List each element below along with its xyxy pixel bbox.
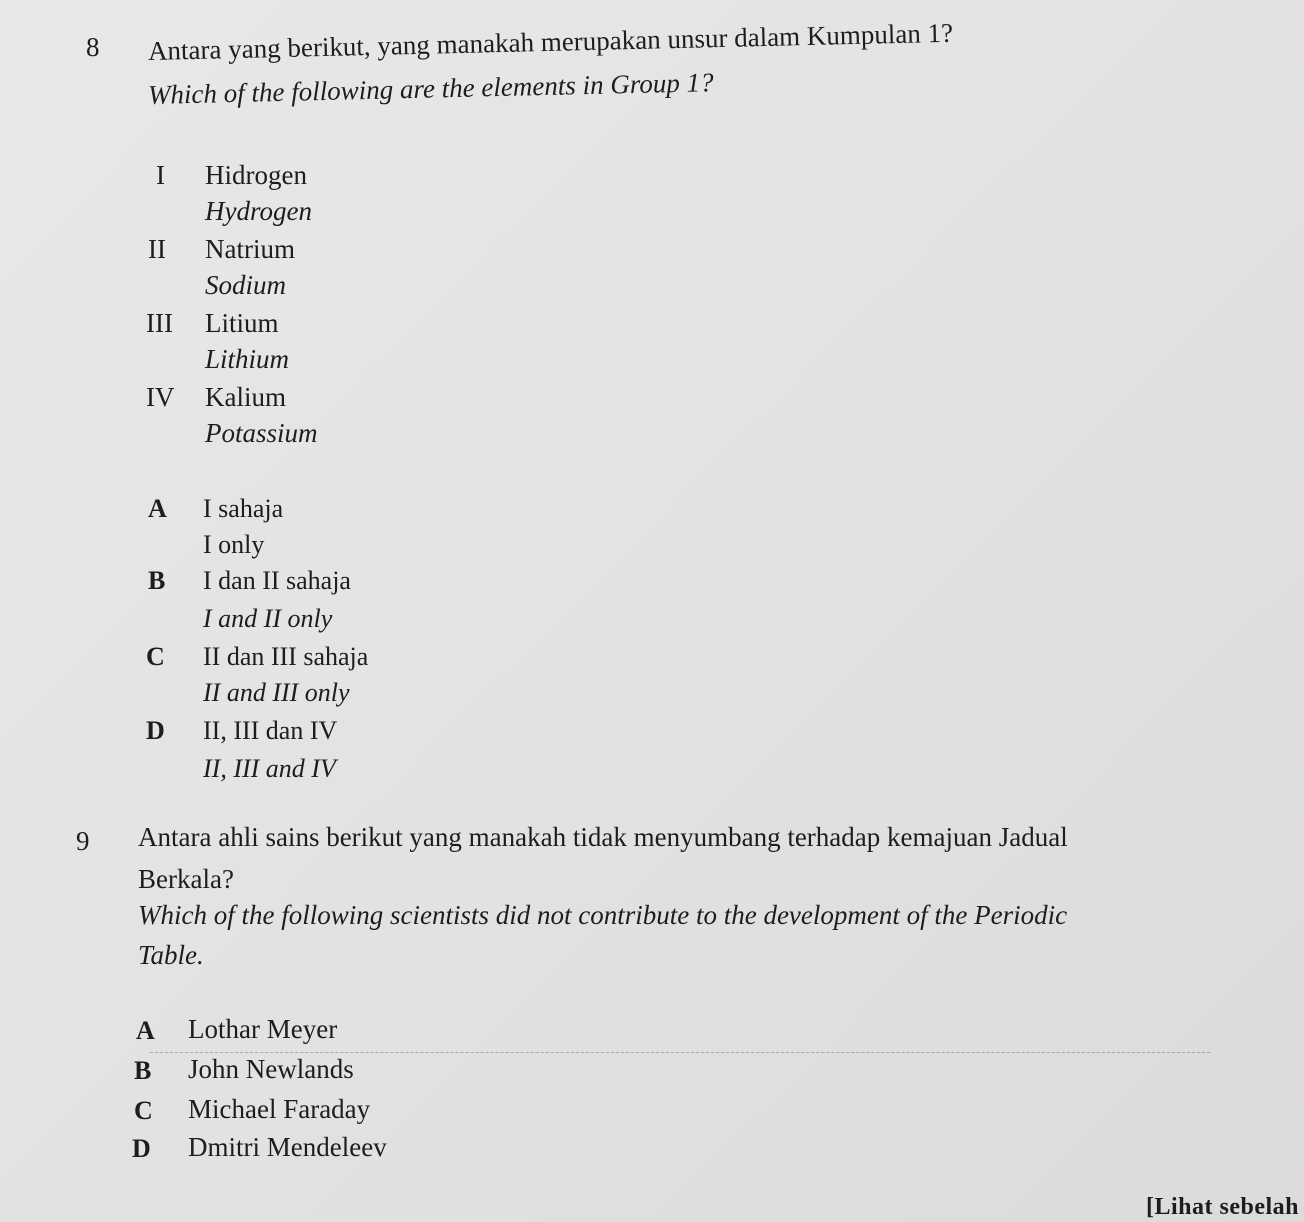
question-text-english: Which of the following scientists did not contribute to the development of the Periodic [138,900,1068,930]
question-number: 9 [76,826,90,856]
statement-english: Potassium [205,418,318,448]
option-text: Lothar Meyer [188,1014,338,1044]
statement-malay: Natrium [205,234,295,264]
statement-numeral: IV [146,382,175,412]
option-text-english: I and II only [203,604,333,633]
option-text: Michael Faraday [188,1094,371,1124]
statement-numeral: II [148,234,166,264]
option-text-malay: I sahaja [203,494,284,523]
option-text-english: II, III and IV [203,754,336,783]
option-letter: B [134,1056,152,1085]
option-text-malay: I dan II sahaja [203,566,351,595]
option-text: Dmitri Mendeleev [188,1132,387,1162]
statement-numeral: I [156,160,165,190]
statement-numeral: III [146,308,173,338]
option-letter: A [148,494,167,523]
statement-malay: Litium [205,308,279,338]
option-text-malay: II dan III sahaja [203,642,369,671]
option-text: John Newlands [188,1054,354,1084]
question-text-malay: Berkala? [138,864,234,894]
question-text-english: Table. [138,940,204,970]
question-number: 8 [86,32,100,62]
question-text-english: Which of the following are the elements in Group 1? [147,67,714,110]
option-letter: D [146,716,165,745]
option-letter: D [132,1134,151,1163]
statement-english: Sodium [205,270,286,300]
page-footer: [Lihat sebelah [1146,1194,1300,1220]
statement-malay: Kalium [205,382,286,412]
option-letter: B [148,566,166,595]
option-text-malay: II, III dan IV [203,716,338,745]
question-text-malay: Antara yang berikut, yang manakah merupakan unsur dalam Kumpulan 1? [147,17,954,66]
option-letter: A [136,1016,155,1045]
option-text-english: II and III only [203,678,350,707]
option-letter: C [134,1096,153,1125]
statement-english: Hydrogen [205,196,312,226]
question-text-malay: Antara ahli sains berikut yang manakah tidak menyumbang terhadap kemajuan Jadual [138,822,1068,852]
statement-english: Lithium [205,344,290,374]
option-text-english: I only [203,530,265,559]
divider [150,1052,1210,1053]
statement-malay: Hidrogen [205,160,307,190]
option-letter: C [146,642,165,671]
